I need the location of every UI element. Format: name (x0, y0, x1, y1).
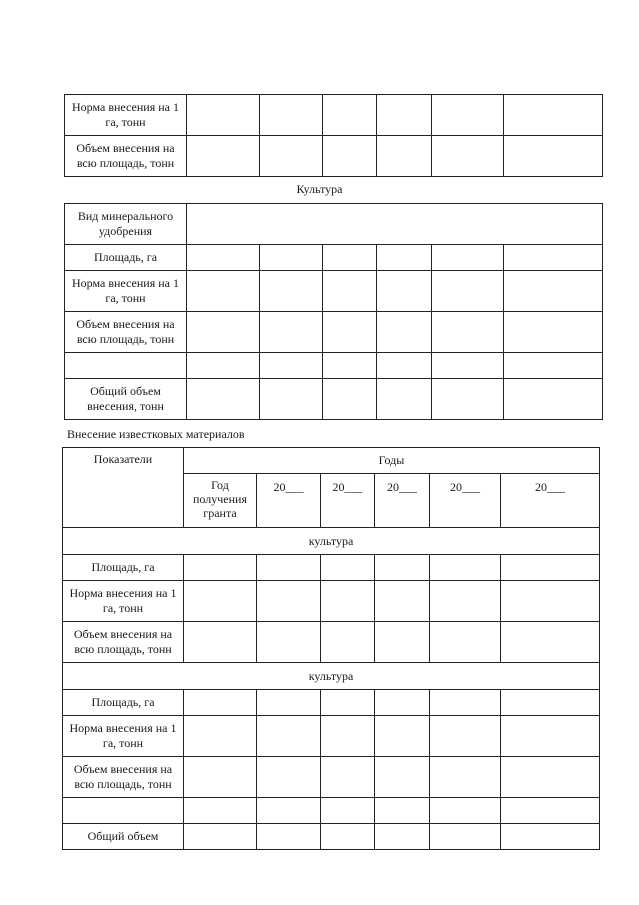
table-cell[interactable] (375, 798, 430, 824)
table-cell[interactable] (432, 271, 504, 312)
table-cell[interactable] (430, 716, 501, 757)
table-cell[interactable] (187, 379, 260, 420)
table-cell[interactable] (430, 690, 501, 716)
table-header-row (63, 448, 600, 474)
table-cell[interactable] (504, 353, 603, 379)
table-cell[interactable] (257, 690, 321, 716)
table-cell[interactable] (187, 95, 260, 136)
fertilizer-type-label: Вид минерального удобрения (65, 204, 187, 245)
year-cell[interactable]: 20___ (257, 474, 321, 528)
table-cell[interactable] (323, 136, 377, 177)
table-cell[interactable] (377, 353, 432, 379)
section-header-row (63, 663, 600, 690)
table-row (65, 204, 603, 245)
table-cell[interactable] (321, 798, 375, 824)
table-cell[interactable] (430, 622, 501, 663)
table-row (65, 379, 603, 420)
table-row (63, 824, 600, 850)
table-cell[interactable] (187, 136, 260, 177)
table-cell[interactable] (501, 690, 600, 716)
lime-materials-caption: Внесение известковых материалов (67, 427, 245, 441)
table-cell[interactable] (504, 245, 603, 271)
table-row (63, 555, 600, 581)
table-cell[interactable] (321, 757, 375, 798)
table-cell[interactable] (257, 757, 321, 798)
table-cell[interactable] (430, 555, 501, 581)
table-cell[interactable] (321, 622, 375, 663)
table-cell[interactable] (430, 757, 501, 798)
table-cell[interactable] (184, 581, 257, 622)
table-cell[interactable] (184, 798, 257, 824)
table-cell[interactable] (260, 95, 323, 136)
table-cell[interactable] (504, 379, 603, 420)
table-cell[interactable] (375, 690, 430, 716)
table-cell[interactable] (430, 798, 501, 824)
table-cell[interactable] (377, 312, 432, 353)
row-label: Общий объем внесения, тонн (65, 379, 187, 420)
row-label: Площадь, га (63, 690, 184, 716)
table-cell[interactable] (323, 312, 377, 353)
culture-caption: Культура (296, 182, 343, 196)
table-cell[interactable] (377, 136, 432, 177)
table-cell[interactable] (501, 757, 600, 798)
table-cell[interactable] (257, 798, 321, 824)
table-cell[interactable] (184, 716, 257, 757)
table-cell[interactable] (187, 353, 260, 379)
table-cell[interactable] (184, 824, 257, 850)
table-cell[interactable] (432, 95, 504, 136)
table-cell[interactable] (260, 136, 323, 177)
table-cell[interactable] (432, 379, 504, 420)
table-cell[interactable] (501, 824, 600, 850)
table-cell[interactable] (377, 379, 432, 420)
table-cell[interactable] (504, 312, 603, 353)
table-row (65, 312, 603, 353)
row-label: Норма внесения на 1 га, тонн (65, 95, 187, 136)
row-label: Площадь, га (63, 555, 184, 581)
row-label (63, 798, 184, 824)
table-row (65, 245, 603, 271)
row-label: Объем внесения на всю площадь, тонн (63, 622, 184, 663)
table-cell[interactable] (432, 245, 504, 271)
table-cell[interactable] (501, 716, 600, 757)
table-cell[interactable] (501, 798, 600, 824)
table-cell[interactable] (184, 555, 257, 581)
table-cell[interactable] (257, 716, 321, 757)
table-cell[interactable] (184, 622, 257, 663)
table-cell[interactable] (187, 245, 260, 271)
table-cell[interactable] (184, 757, 257, 798)
mineral-fertilizer-table (64, 203, 603, 420)
table-cell[interactable] (504, 95, 603, 136)
row-label: Норма внесения на 1 га, тонн (63, 716, 184, 757)
table-cell[interactable] (260, 353, 323, 379)
table-cell[interactable] (377, 95, 432, 136)
crop-section-label: культура (63, 663, 600, 690)
table-cell[interactable] (375, 581, 430, 622)
section-header-row (63, 528, 600, 555)
table-cell[interactable] (321, 690, 375, 716)
table-cell[interactable] (257, 555, 321, 581)
crop-section-label: культура (63, 528, 600, 555)
table-cell[interactable] (375, 824, 430, 850)
year-cell[interactable]: 20___ (430, 474, 501, 528)
years-header: Годы (184, 448, 600, 474)
table-cell[interactable] (260, 312, 323, 353)
table-row (63, 757, 600, 798)
table-cell[interactable] (260, 271, 323, 312)
table-cell[interactable] (184, 690, 257, 716)
row-label: Объем внесения на всю площадь, тонн (65, 312, 187, 353)
table-cell[interactable] (501, 555, 600, 581)
year-cell[interactable]: 20___ (321, 474, 375, 528)
table-cell[interactable] (377, 245, 432, 271)
row-label: Норма внесения на 1 га, тонн (65, 271, 187, 312)
lime-materials-table (62, 447, 600, 850)
table-row (65, 95, 603, 136)
table-cell[interactable] (432, 136, 504, 177)
table-cell[interactable] (257, 581, 321, 622)
table-cell[interactable] (377, 271, 432, 312)
table-cell[interactable] (504, 271, 603, 312)
table-cell[interactable] (504, 136, 603, 177)
table-cell[interactable] (323, 95, 377, 136)
row-label: Площадь, га (65, 245, 187, 271)
table-cell[interactable] (260, 379, 323, 420)
table-cell[interactable] (321, 581, 375, 622)
row-label: Норма внесения на 1 га, тонн (63, 581, 184, 622)
row-label: Общий объем (63, 824, 184, 850)
row-label (65, 353, 187, 379)
table-cell[interactable] (257, 824, 321, 850)
fertilizer-table-continued (64, 94, 603, 177)
table-cell[interactable] (187, 271, 260, 312)
row-label: Объем внесения на всю площадь, тонн (63, 757, 184, 798)
table-cell[interactable] (430, 824, 501, 850)
table-cell[interactable] (432, 353, 504, 379)
table-cell[interactable] (501, 622, 600, 663)
grant-year-header: Год получения гранта (184, 474, 257, 528)
table-cell[interactable] (323, 379, 377, 420)
table-cell[interactable] (323, 271, 377, 312)
table-row (65, 271, 603, 312)
table-cell[interactable] (257, 622, 321, 663)
table-cell[interactable] (321, 824, 375, 850)
table-row (63, 622, 600, 663)
table-cell[interactable] (432, 312, 504, 353)
fertilizer-type-cell[interactable] (187, 204, 603, 245)
row-label: Объем внесения на всю площадь, тонн (65, 136, 187, 177)
table-cell[interactable] (321, 716, 375, 757)
table-row (65, 353, 603, 379)
table-cell[interactable] (501, 581, 600, 622)
indicators-header: Показатели (63, 448, 184, 528)
table-cell[interactable] (430, 581, 501, 622)
table-row (63, 716, 600, 757)
year-cell[interactable]: 20___ (501, 474, 600, 528)
table-cell[interactable] (260, 245, 323, 271)
table-row (63, 690, 600, 716)
table-cell[interactable] (375, 622, 430, 663)
table-cell[interactable] (375, 555, 430, 581)
table-row (63, 798, 600, 824)
year-cell[interactable]: 20___ (375, 474, 430, 528)
table-cell[interactable] (323, 353, 377, 379)
table-cell[interactable] (375, 716, 430, 757)
table-row (63, 581, 600, 622)
table-cell[interactable] (187, 312, 260, 353)
table-cell[interactable] (375, 757, 430, 798)
table-cell[interactable] (323, 245, 377, 271)
table-row (65, 136, 603, 177)
table-cell[interactable] (321, 555, 375, 581)
